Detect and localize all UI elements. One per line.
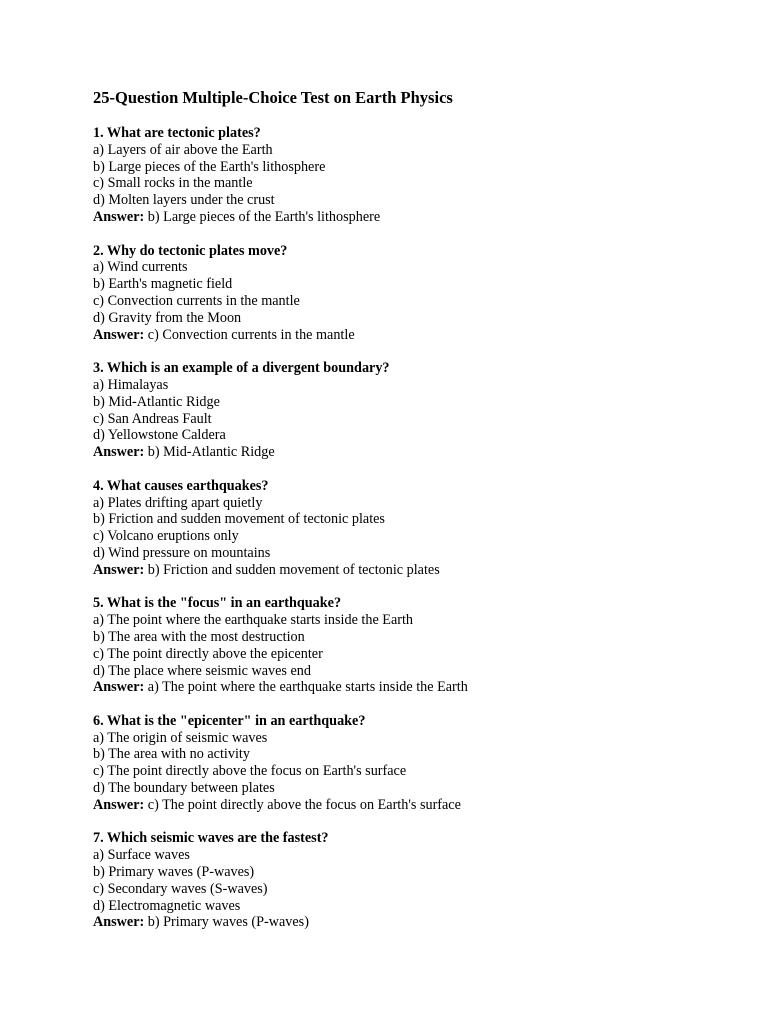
- answer-option: c) The point directly above the epicenter: [93, 645, 323, 662]
- answer-option: a) Surface waves: [93, 847, 190, 864]
- answer-option: a) The point where the earthquake starts inside the Earth: [93, 612, 414, 629]
- answer-option: d) Yellowstone Caldera: [93, 427, 226, 444]
- answer-label: Answer:: [93, 444, 145, 461]
- document-title: 25-Question Multiple-Choice Test on Earth Physics: [93, 88, 453, 107]
- answer-option: a) Himalayas: [93, 376, 169, 393]
- answer-line: [93, 562, 733, 579]
- answer-line: [93, 914, 733, 931]
- answer-line: [93, 444, 733, 461]
- answer-option: a) The origin of seismic waves: [93, 729, 268, 746]
- question-text: 2. Why do tectonic plates move?: [93, 242, 288, 259]
- answer-option: d) The boundary between plates: [93, 780, 275, 797]
- answer-label: Answer:: [93, 679, 145, 696]
- answer-option: b) The area with the most destruction: [93, 628, 305, 645]
- question-block: [93, 243, 733, 344]
- answer-option: c) Small rocks in the mantle: [93, 175, 253, 192]
- answer-option: c) San Andreas Fault: [93, 410, 212, 427]
- answer-value: a) The point where the earthquake starts inside the Earth: [144, 679, 468, 696]
- question-list: [93, 125, 733, 931]
- answer-option: c) The point directly above the focus on Earth's surface: [93, 763, 407, 780]
- answer-option: d) The place where seismic waves end: [93, 662, 311, 679]
- answer-value: c) The point directly above the focus on Earth's surface: [144, 796, 461, 813]
- answer-option: b) Large pieces of the Earth's lithosphere: [93, 158, 326, 175]
- answer-option: b) Mid-Atlantic Ridge: [93, 393, 220, 410]
- answer-label: Answer:: [93, 326, 145, 343]
- question-text: 4. What causes earthquakes?: [93, 477, 269, 494]
- question-block: [93, 830, 733, 931]
- question-text: 1. What are tectonic plates?: [93, 125, 261, 141]
- question-text: 5. What is the "focus" in an earthquake?: [93, 595, 342, 612]
- answer-option: b) Friction and sudden movement of tectonic plates: [93, 511, 385, 528]
- answer-value: b) Friction and sudden movement of tectonic plates: [144, 561, 440, 578]
- answer-option: c) Secondary waves (S-waves): [93, 880, 268, 897]
- question-block: [93, 478, 733, 579]
- answer-label: Answer:: [93, 561, 145, 578]
- answer-option: d) Gravity from the Moon: [93, 309, 242, 326]
- answer-value: b) Large pieces of the Earth's lithosphere: [144, 208, 381, 225]
- answer-value: c) Convection currents in the mantle: [144, 326, 355, 343]
- answer-option: a) Wind currents: [93, 259, 188, 276]
- answer-line: [93, 327, 733, 344]
- answer-value: b) Primary waves (P-waves): [144, 914, 309, 931]
- answer-option: c) Convection currents in the mantle: [93, 292, 300, 309]
- answer-option: a) Plates drifting apart quietly: [93, 494, 263, 511]
- question-text: 7. Which seismic waves are the fastest?: [93, 830, 329, 847]
- document-page: [93, 88, 733, 948]
- answer-line: [93, 797, 733, 814]
- answer-option: b) Earth's magnetic field: [93, 276, 233, 293]
- answer-label: Answer:: [93, 208, 145, 225]
- answer-option: a) Layers of air above the Earth: [93, 141, 273, 158]
- answer-option: d) Wind pressure on mountains: [93, 544, 271, 561]
- question-text: 3. Which is an example of a divergent boundary?: [93, 360, 390, 377]
- answer-option: c) Volcano eruptions only: [93, 528, 239, 545]
- question-block: [93, 713, 733, 814]
- question-block: [93, 360, 733, 461]
- question-block: [93, 125, 733, 226]
- answer-label: Answer:: [93, 914, 145, 931]
- question-block: [93, 595, 733, 696]
- answer-line: [93, 209, 733, 226]
- answer-option: d) Electromagnetic waves: [93, 897, 241, 914]
- question-text: 6. What is the "epicenter" in an earthquake?: [93, 712, 366, 729]
- answer-label: Answer:: [93, 796, 145, 813]
- answer-option: b) Primary waves (P-waves): [93, 864, 255, 881]
- answer-option: b) The area with no activity: [93, 746, 250, 763]
- answer-line: [93, 679, 733, 696]
- answer-value: b) Mid-Atlantic Ridge: [144, 444, 275, 461]
- answer-option: d) Molten layers under the crust: [93, 192, 275, 209]
